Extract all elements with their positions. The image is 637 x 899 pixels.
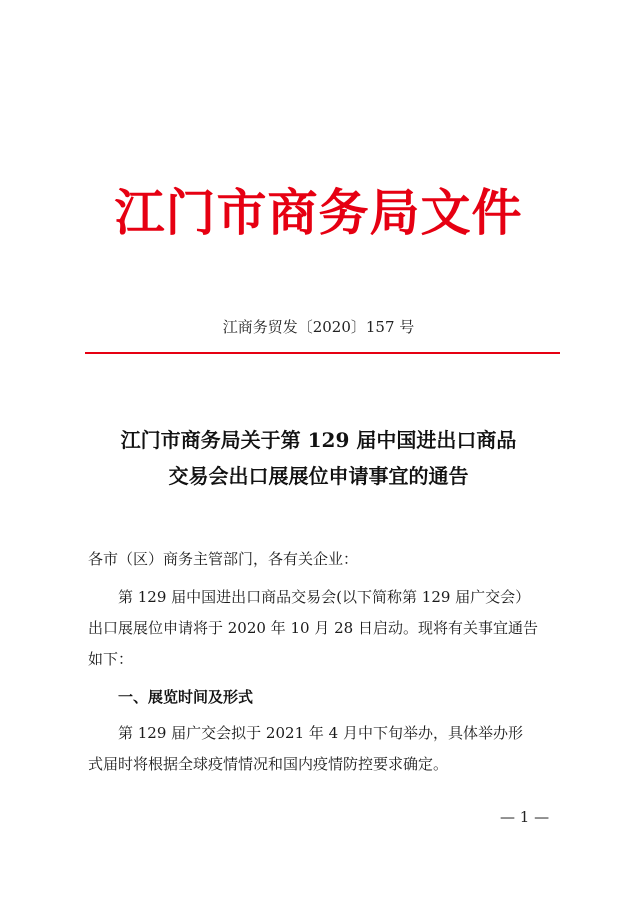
paragraph-2 [88,718,556,780]
paragraph-2-line-2: 式届时将根据全球疫情情况和国内疫情防控要求确定。 [88,755,449,773]
issuing-authority-title: 江门市商务局文件 [114,183,523,242]
document-number: 江商务贸发〔2020〕157 号 [222,318,415,336]
section-1-heading: 一、展览时间及形式 [118,688,254,706]
notice-title-line-1: 江门市商务局关于第 129 届中国进出口商品 [120,428,517,452]
paragraph-1-line-2: 出口展展位申请将于 2020 年 10 月 28 日启动。现将有关事宜通告 [88,619,538,637]
page-number: — 1 — [500,808,550,826]
red-separator-line [85,352,560,354]
paragraph-1-line-1: 第 129 届中国进出口商品交易会(以下简称第 129 届广交会） [118,588,531,606]
notice-title-line-2: 交易会出口展展位申请事宜的通告 [168,464,469,488]
notice-title [0,422,637,494]
salutation: 各市（区）商务主管部门，各有关企业： [88,550,359,568]
paragraph-2-line-1: 第 129 届广交会拟于 2021 年 4 月中下旬举办，具体举办形 [118,724,523,742]
paragraph-1 [88,582,556,675]
paragraph-1-line-3: 如下： [88,650,134,668]
